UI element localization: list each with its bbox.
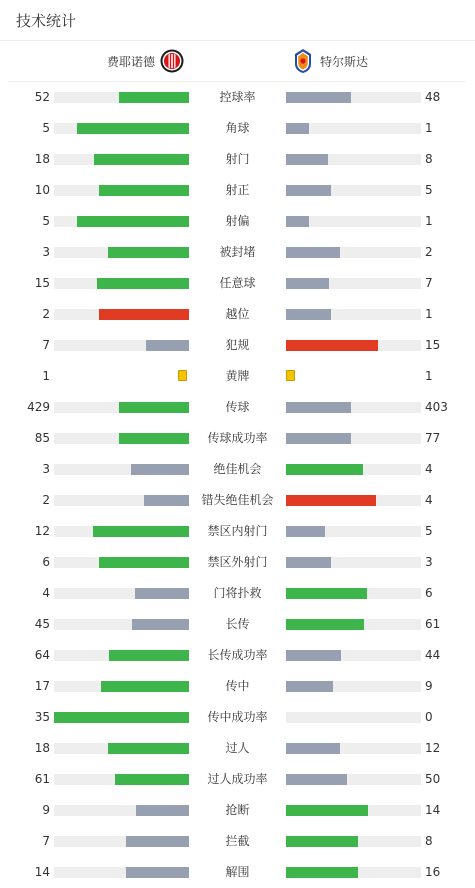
home-value: 45 <box>34 617 50 631</box>
home-bar-fill <box>109 650 189 661</box>
away-value: 15 <box>425 338 441 352</box>
stat-label: 长传成功率 <box>207 648 268 662</box>
home-bar-track <box>54 123 189 134</box>
home-bar-fill <box>136 805 189 816</box>
yellow-card-icon <box>286 370 295 381</box>
stat-row <box>0 206 475 237</box>
stat-label: 绝佳机会 <box>213 462 262 476</box>
home-bar-fill <box>131 464 189 475</box>
away-value: 5 <box>425 524 433 538</box>
away-value: 9 <box>425 679 433 693</box>
stat-label: 传球 <box>225 400 250 414</box>
stat-label: 射正 <box>225 183 250 197</box>
stat-row <box>0 113 475 144</box>
away-bar-fill <box>286 526 325 537</box>
away-bar-track <box>286 650 421 661</box>
home-bar-fill <box>99 185 189 196</box>
away-bar-fill <box>286 774 347 785</box>
home-bar-fill <box>144 495 189 506</box>
stat-row <box>0 175 475 206</box>
away-value: 3 <box>425 555 433 569</box>
stat-label: 传球成功率 <box>207 431 268 445</box>
home-bar-fill <box>77 123 189 134</box>
home-team-name: 费耶诺德 <box>106 54 155 69</box>
stat-row <box>0 764 475 795</box>
stat-label: 过人成功率 <box>207 772 268 786</box>
home-value: 4 <box>42 586 50 600</box>
away-bar-track <box>286 867 421 878</box>
away-bar-fill <box>286 743 340 754</box>
away-value: 1 <box>425 307 433 321</box>
away-bar-fill <box>286 340 378 351</box>
away-bar-fill <box>286 123 309 134</box>
stat-row <box>0 702 475 733</box>
away-bar-fill <box>286 185 331 196</box>
away-bar-track <box>286 836 421 847</box>
away-bar-track <box>286 619 421 630</box>
home-value: 5 <box>42 121 50 135</box>
away-bar-fill <box>286 154 328 165</box>
away-bar-track <box>286 185 421 196</box>
home-bar-track <box>54 743 189 754</box>
stat-row <box>0 361 475 392</box>
home-value: 12 <box>34 524 50 538</box>
telstar-crest-icon <box>291 48 315 74</box>
home-bar-track <box>54 681 189 692</box>
stat-label: 长传 <box>225 617 250 631</box>
stat-label: 解围 <box>225 865 250 879</box>
away-bar-fill <box>286 650 341 661</box>
home-bar-track <box>54 154 189 165</box>
stats-list <box>0 82 475 888</box>
away-bar-track <box>286 495 421 506</box>
home-value: 17 <box>34 679 50 693</box>
page-title: 技术统计 <box>16 12 77 30</box>
stat-label: 传中成功率 <box>207 710 268 724</box>
away-bar-fill <box>286 588 367 599</box>
home-value: 10 <box>34 183 50 197</box>
home-value: 2 <box>42 493 50 507</box>
home-value: 429 <box>27 400 50 414</box>
home-bar-fill <box>126 836 189 847</box>
away-value: 48 <box>425 90 441 104</box>
stat-label: 射门 <box>225 152 250 166</box>
away-bar-fill <box>286 836 358 847</box>
stat-row <box>0 454 475 485</box>
home-bar-fill <box>101 681 189 692</box>
stat-row <box>0 268 475 299</box>
home-value: 9 <box>42 803 50 817</box>
away-bar-fill <box>286 681 333 692</box>
yellow-card-icon <box>178 370 187 381</box>
away-bar-fill <box>286 216 309 227</box>
stat-label: 禁区内射门 <box>207 524 268 538</box>
home-bar-track <box>54 805 189 816</box>
stat-row <box>0 423 475 454</box>
home-bar-track <box>54 619 189 630</box>
home-bar-track <box>54 433 189 444</box>
home-value: 52 <box>34 90 50 104</box>
home-bar-track <box>54 774 189 785</box>
away-value: 4 <box>425 493 433 507</box>
away-bar-fill <box>286 247 340 258</box>
home-bar-track <box>54 836 189 847</box>
away-bar-track <box>286 92 421 103</box>
away-value: 1 <box>425 369 433 383</box>
home-bar-track <box>54 247 189 258</box>
home-bar-fill <box>54 712 189 723</box>
stats-header <box>0 0 475 41</box>
home-bar-track <box>54 867 189 878</box>
stat-row <box>0 144 475 175</box>
away-value: 12 <box>425 741 441 755</box>
away-value: 14 <box>425 803 441 817</box>
home-bar-track <box>54 309 189 320</box>
home-bar-track <box>54 712 189 723</box>
stat-row <box>0 547 475 578</box>
away-value: 0 <box>425 710 433 724</box>
home-bar-fill <box>115 774 189 785</box>
away-value: 8 <box>425 152 433 166</box>
away-bar-track <box>286 743 421 754</box>
stat-label: 射偏 <box>225 214 250 228</box>
stat-row <box>0 733 475 764</box>
stat-row <box>0 485 475 516</box>
home-bar-track <box>54 464 189 475</box>
stat-label: 抢断 <box>225 803 250 817</box>
home-bar-fill <box>97 278 189 289</box>
home-value: 3 <box>42 245 50 259</box>
away-bar-track <box>286 216 421 227</box>
away-bar-fill <box>286 867 358 878</box>
away-team-name: 特尔斯达 <box>320 54 369 69</box>
away-value: 61 <box>425 617 441 631</box>
home-bar-fill <box>99 557 189 568</box>
away-value: 4 <box>425 462 433 476</box>
away-value: 1 <box>425 121 433 135</box>
home-bar-fill <box>119 433 189 444</box>
home-bar-fill <box>77 216 189 227</box>
home-value: 2 <box>42 307 50 321</box>
home-bar-fill <box>126 867 189 878</box>
home-bar-fill <box>93 526 189 537</box>
home-value: 6 <box>42 555 50 569</box>
away-bar-fill <box>286 464 363 475</box>
home-bar-track <box>54 495 189 506</box>
home-bar-fill <box>108 247 189 258</box>
home-value: 1 <box>42 369 50 383</box>
away-value: 7 <box>425 276 433 290</box>
stat-row <box>0 795 475 826</box>
stat-label: 禁区外射门 <box>207 555 268 569</box>
home-value: 18 <box>34 152 50 166</box>
stat-row <box>0 671 475 702</box>
feyenoord-crest-icon <box>160 48 184 74</box>
away-value: 403 <box>425 400 448 414</box>
home-value: 35 <box>34 710 50 724</box>
away-value: 8 <box>425 834 433 848</box>
away-value: 50 <box>425 772 441 786</box>
home-bar-track <box>54 216 189 227</box>
away-bar-track <box>286 278 421 289</box>
stat-label: 黄牌 <box>225 369 250 383</box>
away-bar-track <box>286 154 421 165</box>
stat-label: 传中 <box>225 679 250 693</box>
stat-label: 被封堵 <box>219 245 256 259</box>
stat-label: 过人 <box>225 741 250 755</box>
away-team[interactable] <box>291 48 368 74</box>
away-bar-fill <box>286 619 364 630</box>
home-bar-fill <box>119 92 189 103</box>
home-value: 3 <box>42 462 50 476</box>
home-bar-fill <box>119 402 189 413</box>
away-bar-fill <box>286 92 351 103</box>
stat-label: 门将扑救 <box>213 586 262 600</box>
away-bar-track <box>286 557 421 568</box>
away-value: 6 <box>425 586 433 600</box>
away-bar-fill <box>286 495 376 506</box>
teams-row <box>8 41 467 82</box>
home-bar-track <box>54 340 189 351</box>
stat-row <box>0 392 475 423</box>
home-bar-fill <box>99 309 189 320</box>
away-bar-fill <box>286 433 351 444</box>
stat-label: 控球率 <box>219 90 256 104</box>
away-value: 77 <box>425 431 441 445</box>
home-bar-track <box>54 278 189 289</box>
away-bar-fill <box>286 309 331 320</box>
home-value: 7 <box>42 834 50 848</box>
away-value: 2 <box>425 245 433 259</box>
away-value: 1 <box>425 214 433 228</box>
stat-row <box>0 82 475 113</box>
home-bar-fill <box>146 340 189 351</box>
home-value: 7 <box>42 338 50 352</box>
home-value: 5 <box>42 214 50 228</box>
away-bar-track <box>286 774 421 785</box>
stat-label: 角球 <box>225 121 250 135</box>
home-bar-track <box>54 92 189 103</box>
away-bar-track <box>286 526 421 537</box>
away-bar-fill <box>286 805 368 816</box>
stat-label: 拦截 <box>225 834 250 848</box>
home-bar-track <box>54 526 189 537</box>
home-bar-fill <box>135 588 189 599</box>
stat-row <box>0 299 475 330</box>
home-bar-track <box>54 185 189 196</box>
stat-row <box>0 857 475 888</box>
home-value: 85 <box>34 431 50 445</box>
home-bar-track <box>54 650 189 661</box>
stat-row <box>0 237 475 268</box>
home-bar-track <box>54 402 189 413</box>
stat-row <box>0 330 475 361</box>
away-bar-track <box>286 309 421 320</box>
home-bar-track <box>54 588 189 599</box>
away-value: 16 <box>425 865 441 879</box>
home-team[interactable] <box>107 48 184 74</box>
home-bar-track <box>54 557 189 568</box>
home-bar-fill <box>132 619 189 630</box>
home-value: 18 <box>34 741 50 755</box>
away-bar-track <box>286 340 421 351</box>
home-bar-fill <box>94 154 189 165</box>
stat-label: 错失绝佳机会 <box>201 493 274 507</box>
stat-row <box>0 609 475 640</box>
away-bar-fill <box>286 278 329 289</box>
away-bar-track <box>286 464 421 475</box>
stat-row <box>0 640 475 671</box>
home-bar-fill <box>108 743 189 754</box>
stat-row <box>0 826 475 857</box>
away-bar-fill <box>286 557 331 568</box>
away-bar-track <box>286 712 421 723</box>
home-value: 14 <box>34 865 50 879</box>
home-value: 61 <box>34 772 50 786</box>
stat-row <box>0 516 475 547</box>
away-bar-fill <box>286 402 351 413</box>
stat-label: 任意球 <box>219 276 256 290</box>
away-bar-track <box>286 123 421 134</box>
home-value: 64 <box>34 648 50 662</box>
away-bar-track <box>286 681 421 692</box>
home-value: 15 <box>34 276 50 290</box>
stat-label: 犯规 <box>225 338 250 352</box>
away-bar-track <box>286 247 421 258</box>
stat-label: 越位 <box>225 307 250 321</box>
away-bar-track <box>286 402 421 413</box>
stat-row <box>0 578 475 609</box>
away-value: 44 <box>425 648 441 662</box>
away-bar-track <box>286 805 421 816</box>
away-bar-track <box>286 588 421 599</box>
away-value: 5 <box>425 183 433 197</box>
away-bar-track <box>286 433 421 444</box>
